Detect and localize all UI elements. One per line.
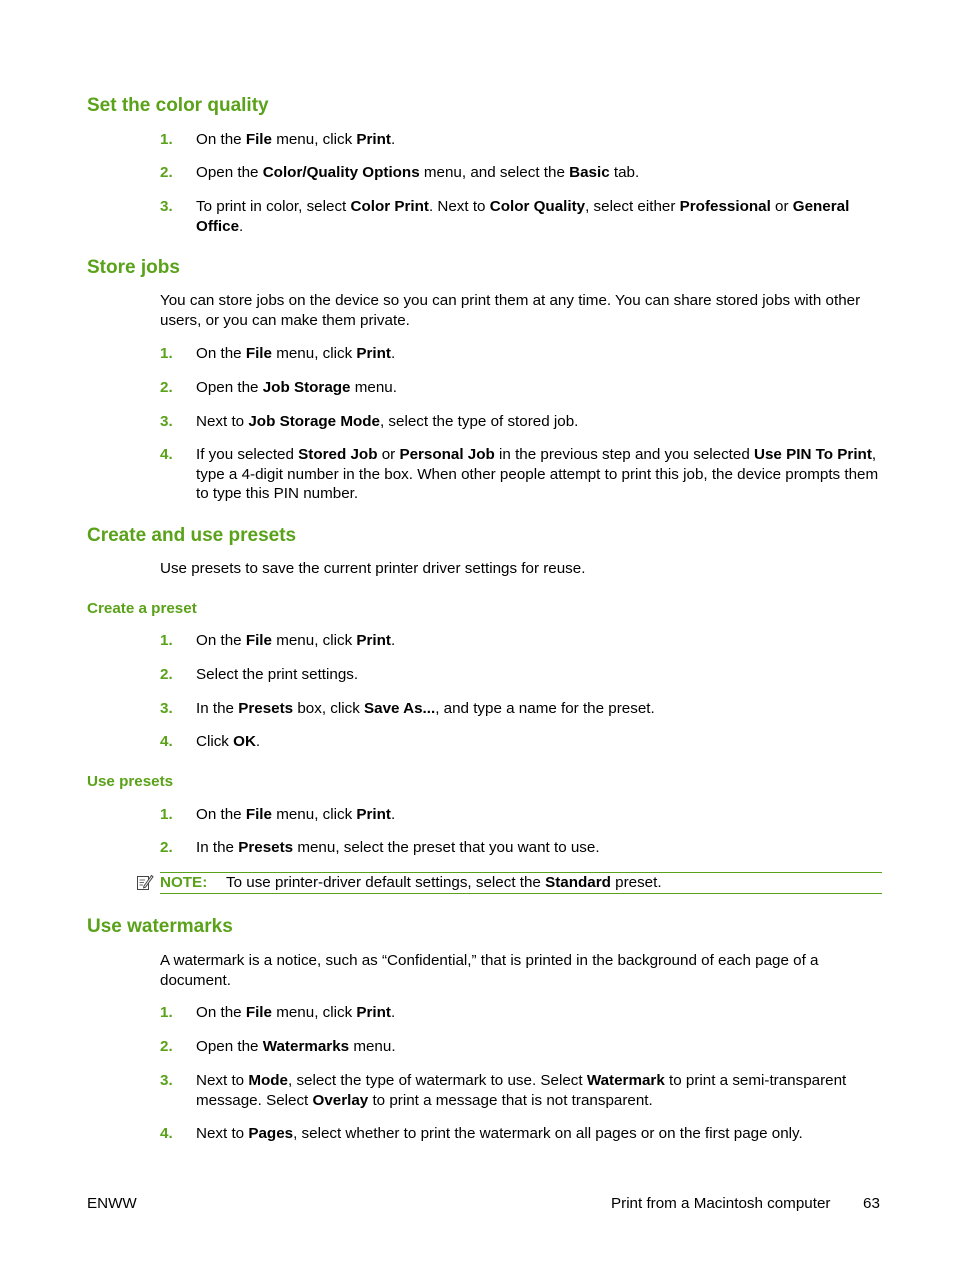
text-run: , select the type of stored job. <box>379 413 579 430</box>
step <box>160 378 882 398</box>
ui-term: Save As... <box>364 700 436 717</box>
text-run: Next to <box>196 1125 249 1142</box>
text-run: To print in color, select <box>196 198 351 215</box>
ui-term: Print <box>356 345 391 362</box>
text-run: On the <box>196 806 246 823</box>
text-run: . <box>391 345 396 362</box>
text-run: . Next to <box>428 198 490 215</box>
text-run: Click <box>196 733 234 750</box>
text-run: in the previous step and you selected <box>494 446 755 463</box>
ui-term: Use PIN To Print <box>754 446 872 463</box>
step <box>160 838 882 858</box>
text-run: In the <box>196 700 239 717</box>
step-text <box>196 378 882 398</box>
footer-title: Print from a Macintosh computer <box>611 1195 831 1212</box>
ui-term: Print <box>356 806 391 823</box>
text-run: menu, select the preset that you want to use. <box>293 839 600 856</box>
step-number: 3. <box>160 700 173 717</box>
text-run: Next to <box>196 1072 249 1089</box>
text-run: , type a 4-digit number in the box. When other people attempt to print this job, the device prompts them to type this PIN number. <box>196 446 879 502</box>
text-run: or <box>377 446 400 463</box>
step-number: 2. <box>160 164 173 181</box>
step-number: 1. <box>160 131 173 148</box>
step <box>160 130 882 150</box>
step-number: 2. <box>160 666 173 683</box>
step <box>160 163 882 183</box>
text-run: to print a semi-transparent message. Select <box>196 1072 847 1109</box>
text-run: Open the <box>196 379 263 396</box>
text-run: , and type a name for the preset. <box>435 700 655 717</box>
text-run: to print a message that is not transparent. <box>368 1091 653 1109</box>
subsection-heading-use-presets: Use presets <box>87 773 174 790</box>
ui-term: Job Storage <box>262 379 351 396</box>
text-run: On the <box>196 632 246 649</box>
step-number: 3. <box>160 1072 173 1089</box>
ui-term: File <box>245 806 272 823</box>
ui-term: File <box>245 345 272 362</box>
text-run: menu, click <box>271 806 357 823</box>
text-run: . <box>391 632 396 649</box>
step-text <box>196 805 882 825</box>
step-text <box>196 1124 882 1144</box>
text-run: menu, click <box>271 632 357 649</box>
ui-term: Job Storage Mode <box>248 413 380 430</box>
step-text <box>196 665 882 685</box>
ui-term: Stored Job <box>298 446 378 463</box>
step-number: 4. <box>160 1125 173 1142</box>
ui-term: Professional <box>679 198 771 215</box>
note-label: NOTE: <box>160 874 208 891</box>
section-heading-presets: Create and use presets <box>87 525 297 546</box>
footer-left: ENWW <box>87 1195 137 1212</box>
footer-page-number: 63 <box>863 1195 880 1212</box>
step <box>160 1003 882 1023</box>
intro-paragraph: Use presets to save the current printer driver settings for reuse. <box>160 560 586 577</box>
step <box>160 665 882 685</box>
text-run: menu. <box>349 1038 396 1055</box>
ui-term: Basic <box>569 164 610 181</box>
note-text <box>226 873 662 892</box>
ui-term: Pages <box>248 1125 294 1142</box>
text-run: . <box>391 131 396 148</box>
text-run: or <box>770 198 793 215</box>
ui-term: Watermark <box>586 1072 665 1089</box>
text-run: menu. <box>350 379 397 396</box>
text-run: On the <box>196 345 246 362</box>
text-run: menu, click <box>271 131 357 148</box>
intro-paragraph: A watermark is a notice, such as “Confidential,” that is printed in the background of each page of a document. <box>160 952 819 989</box>
step-number: 3. <box>160 413 173 430</box>
step <box>160 732 882 752</box>
text-run: menu, click <box>271 1004 357 1021</box>
text-run: Open the <box>196 1038 263 1055</box>
step-text <box>196 412 882 432</box>
step-number: 1. <box>160 806 173 823</box>
ui-term: Color Quality <box>489 198 586 215</box>
text-run: , select the type of watermark to use. Select <box>288 1072 587 1089</box>
ui-term: File <box>245 131 272 148</box>
step-number: 4. <box>160 733 173 750</box>
ui-term: File <box>245 1004 272 1021</box>
step <box>160 1071 882 1110</box>
text-run: , select whether to print the watermark on all pages or on the first page only. <box>293 1125 803 1142</box>
text-run: menu, click <box>271 345 357 362</box>
ui-term: Color Print <box>350 198 429 215</box>
step-number: 4. <box>160 446 173 463</box>
section-heading-color-quality: Set the color quality <box>87 95 269 116</box>
subsection-heading-create-preset: Create a preset <box>87 600 197 617</box>
step-text <box>196 732 882 752</box>
text-run: Open the <box>196 164 263 181</box>
step <box>160 344 882 364</box>
ui-term: Personal Job <box>399 446 495 463</box>
step <box>160 805 882 825</box>
step <box>160 1124 882 1144</box>
step-text <box>196 344 882 364</box>
step-text <box>196 699 882 719</box>
text-run: preset. <box>610 874 662 891</box>
step-text <box>196 838 882 858</box>
ui-term: Print <box>356 1004 391 1021</box>
step-number: 2. <box>160 1038 173 1055</box>
text-run: . <box>255 733 261 750</box>
step-text <box>196 1037 882 1057</box>
step-text <box>196 130 882 150</box>
section-heading-watermarks: Use watermarks <box>87 916 233 937</box>
ui-term: Standard <box>545 874 611 891</box>
ui-term: Presets <box>238 839 294 856</box>
step-number: 2. <box>160 379 173 396</box>
step-text <box>196 197 882 236</box>
ui-term: OK <box>233 733 256 750</box>
step <box>160 1037 882 1057</box>
note-pencil-icon <box>136 873 154 891</box>
step <box>160 699 882 719</box>
step-text <box>196 631 882 651</box>
step <box>160 197 882 236</box>
ui-term: Print <box>356 131 391 148</box>
text-run: If you selected <box>196 446 299 463</box>
ui-term: Color/Quality Options <box>262 164 420 181</box>
text-run: . <box>391 1004 396 1021</box>
step-text <box>196 163 882 183</box>
ui-term: Print <box>356 632 391 649</box>
ui-term: File <box>245 632 272 649</box>
intro-paragraph: You can store jobs on the device so you can print them at any time. You can share stored jobs with other users, or you can make them private. <box>160 292 861 329</box>
ui-term: Presets <box>238 700 294 717</box>
ui-term: Watermarks <box>262 1038 350 1055</box>
ui-term: Overlay <box>312 1091 369 1109</box>
ui-term: General Office <box>196 198 850 235</box>
ui-term: Mode <box>248 1072 288 1089</box>
step-number: 1. <box>160 345 173 362</box>
text-run: Select the print settings. <box>196 666 359 683</box>
step-number: 1. <box>160 1004 173 1021</box>
text-run: . <box>391 806 396 823</box>
text-run: To use printer-driver default settings, select the <box>226 874 546 891</box>
text-run: On the <box>196 1004 246 1021</box>
text-run: menu, and select the <box>419 164 570 181</box>
step <box>160 631 882 651</box>
section-heading-store-jobs: Store jobs <box>87 257 180 278</box>
text-run: On the <box>196 131 246 148</box>
text-run: tab. <box>609 164 640 181</box>
step-text <box>196 1071 882 1110</box>
step-number: 3. <box>160 198 173 215</box>
text-run: In the <box>196 839 239 856</box>
step-number: 2. <box>160 839 173 856</box>
step <box>160 445 882 504</box>
step <box>160 412 882 432</box>
note-box <box>160 872 882 894</box>
step-text <box>196 445 882 504</box>
text-run: Next to <box>196 413 249 430</box>
step-text <box>196 1003 882 1023</box>
text-run: box, click <box>293 700 365 717</box>
text-run: , select either <box>585 198 680 215</box>
text-run: . <box>239 217 244 235</box>
step-number: 1. <box>160 632 173 649</box>
